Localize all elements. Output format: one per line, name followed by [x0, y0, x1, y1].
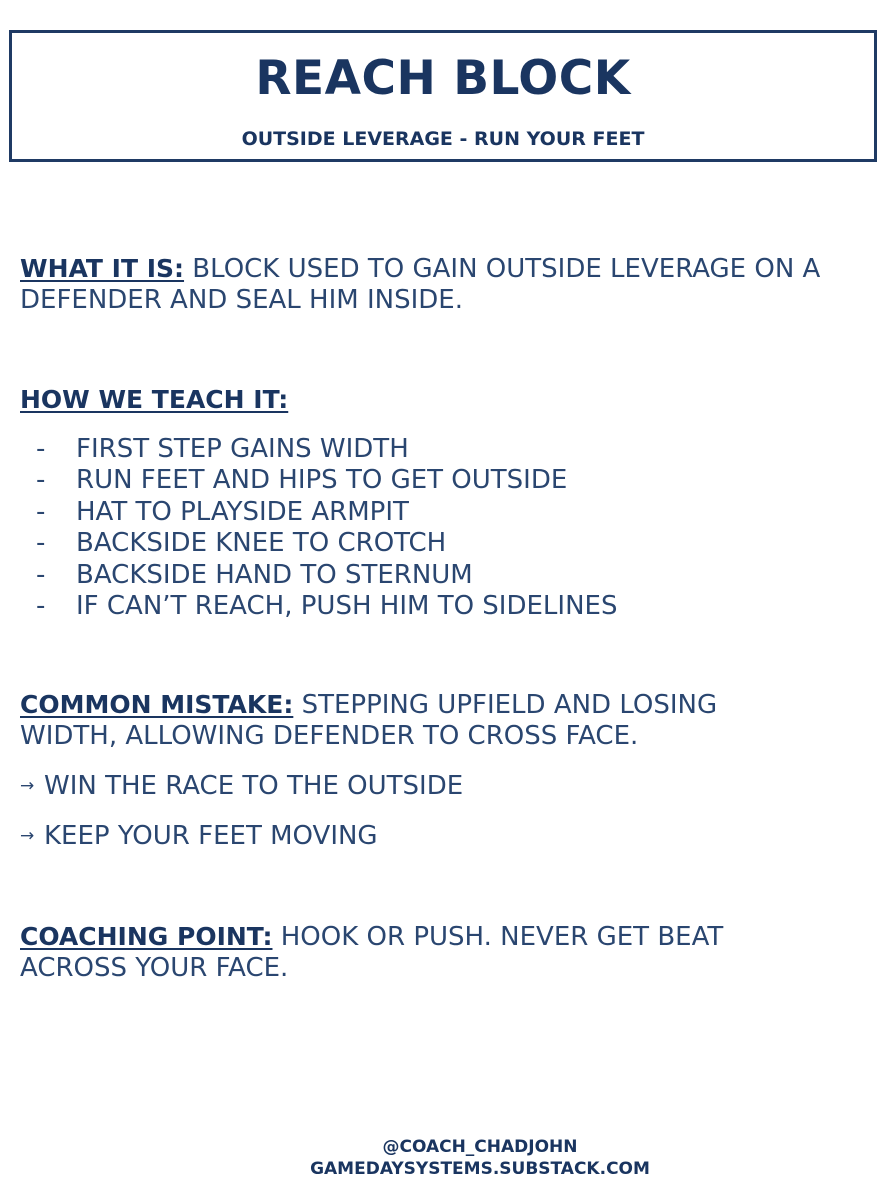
what-it-is-text: BLOCK USED TO GAIN OUTSIDE LEVERAGE ON A DEFENDER AND SEAL HIM INSIDE. — [20, 254, 821, 315]
page-subtitle: OUTSIDE LEVERAGE - RUN YOUR FEET — [241, 128, 645, 150]
coaching-point-label: COACHING POINT: — [20, 922, 273, 951]
teaching-points-list — [36, 434, 617, 622]
dash-bullet: - — [36, 591, 46, 622]
list-item — [36, 591, 617, 622]
dash-bullet: - — [36, 465, 46, 496]
title-box — [9, 30, 877, 162]
footer-site: GAMEDAYSYSTEMS.SUBSTACK.COM — [310, 1159, 650, 1179]
arrow-right-icon: → — [20, 776, 35, 796]
what-it-is-label: WHAT IT IS: — [20, 254, 185, 283]
list-item — [36, 528, 617, 559]
how-we-teach-label: HOW WE TEACH IT: — [20, 385, 289, 414]
coaching-point-text: HOOK OR PUSH. NEVER GET BEAT ACROSS YOUR FACE. — [20, 922, 724, 983]
list-item-text: FIRST STEP GAINS WIDTH — [76, 434, 409, 464]
list-item-text: HAT TO PLAYSIDE ARMPIT — [76, 496, 409, 527]
list-item — [36, 434, 617, 465]
mistake-fix-text: KEEP YOUR FEET MOVING — [44, 821, 378, 851]
list-item-text: IF CAN’T REACH, PUSH HIM TO SIDELINES — [76, 591, 618, 622]
coaching-point-section — [20, 921, 800, 984]
list-item — [36, 497, 617, 528]
mistake-fix-item — [20, 821, 378, 851]
list-item-text: RUN FEET AND HIPS TO GET OUTSIDE — [76, 465, 568, 496]
page-title: REACH BLOCK — [255, 51, 631, 106]
footer-handle: @COACH_CHADJOHN — [382, 1137, 578, 1157]
common-mistake-text: STEPPING UPFIELD AND LOSING WIDTH, ALLOWING DEFENDER TO CROSS FACE. — [20, 690, 718, 751]
mistake-fix-text: WIN THE RACE TO THE OUTSIDE — [44, 771, 464, 801]
dash-bullet: - — [36, 528, 46, 559]
arrow-right-icon: → — [20, 826, 35, 846]
list-item-text: BACKSIDE HAND TO STERNUM — [76, 559, 473, 590]
how-we-teach-heading — [20, 384, 870, 416]
common-mistake-label: COMMON MISTAKE: — [20, 690, 294, 719]
dash-bullet: - — [36, 434, 46, 464]
list-item — [36, 465, 617, 496]
list-item — [36, 560, 617, 591]
mistake-fix-item — [20, 771, 463, 801]
common-mistake-section — [20, 689, 800, 752]
dash-bullet: - — [36, 559, 46, 590]
what-it-is-section — [20, 253, 870, 316]
dash-bullet: - — [36, 496, 46, 527]
list-item-text: BACKSIDE KNEE TO CROTCH — [76, 528, 447, 559]
